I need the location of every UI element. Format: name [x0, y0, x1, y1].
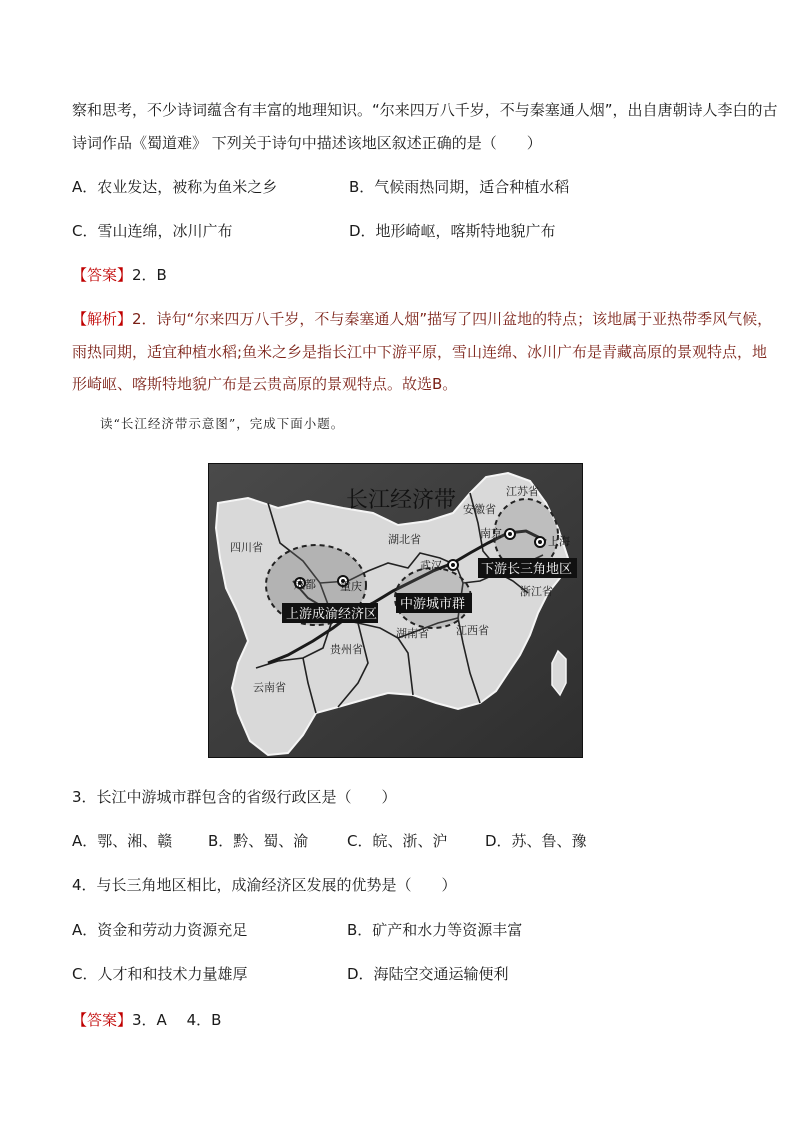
answers-value: 3．A 4．B: [132, 1011, 222, 1029]
q4-stem: 4．与长三角地区相比，成渝经济区发展的优势是（ ）: [72, 876, 457, 894]
label-jiangxi: 江西省: [456, 624, 489, 637]
analysis-text: 2．诗句“尔来四万八千岁，不与秦塞通人烟”描写了四川盆地的特点；该地属于亚热带季风气候，: [132, 310, 773, 328]
q3-option-b: B．黔、蜀、渝: [208, 832, 309, 850]
analysis-tag: 【解析】: [72, 310, 133, 328]
label-guizhou: 贵州省: [330, 643, 363, 656]
q3-option-a: A．鄂、湘、赣: [72, 832, 173, 850]
answer-value: 2．B: [132, 266, 167, 284]
label-hubei: 湖北省: [388, 533, 421, 546]
label-zhejiang: 浙江省: [520, 585, 553, 598]
label-sichuan: 四川省: [230, 541, 263, 554]
q2-option-c: C．雪山连绵，冰川广布: [72, 222, 233, 240]
q3-option-c: C．皖、浙、沪: [347, 832, 448, 850]
q3-stem: 3．长江中游城市群包含的省级行政区是（ ）: [72, 788, 397, 806]
answers-tag: 【答案】: [72, 1011, 133, 1029]
map-title: 长江经济带: [346, 488, 457, 513]
q2-option-d: D．地形崎岖，喀斯特地貌广布: [349, 222, 556, 240]
q4-option-c: C．人才和和技术力量雄厚: [72, 965, 248, 983]
answer-tag: 【答案】: [72, 266, 133, 284]
lower-region-label: 下游长三角地区: [481, 562, 573, 577]
q2-text-line2: 诗词作品《蜀道难》 下列关于诗句中描述该地区叙述正确的是（ ）: [72, 134, 542, 152]
middle-region-label: 中游城市群: [400, 597, 466, 612]
label-hunan: 湖南省: [396, 627, 429, 640]
q3-option-d: D．苏、鲁、豫: [485, 832, 587, 850]
map-caption: 读“长江经济带示意图”，完成下面小题。: [100, 416, 345, 431]
q2-analysis-line3: 形崎岖、喀斯特地貌广布是云贵高原的景观特点。故选B。: [72, 375, 458, 393]
q4-option-a: A．资金和劳动力资源充足: [72, 921, 248, 939]
label-chengdu: 成都: [294, 578, 316, 591]
q4-option-d: D．海陆空交通运输便利: [347, 965, 509, 983]
label-shanghai: 上海: [548, 535, 570, 548]
q4-option-b: B．矿产和水力等资源丰富: [347, 921, 523, 939]
upper-region-label: 上游成渝经济区: [286, 607, 378, 622]
q2-text-line1: 察和思考，不少诗词蕴含有丰富的地理知识。“尔来四万八千岁，不与秦塞通人烟”，出自唐朝诗人李白的古: [72, 101, 778, 119]
label-anhui: 安徽省: [463, 503, 496, 516]
q2-answer: [72, 265, 167, 285]
yangtze-economic-belt-map: [208, 463, 583, 758]
q2-option-b: B．气候雨热同期，适合种植水稻: [349, 178, 570, 196]
label-chongqing: 重庆: [340, 580, 362, 593]
label-nanjing: 南京: [480, 527, 502, 540]
taiwan-island: [552, 651, 566, 695]
label-wuhan: 武汉: [420, 559, 442, 572]
label-yunnan: 云南省: [253, 681, 286, 694]
q3-q4-answers: [72, 1010, 221, 1030]
label-jiangsu: 江苏省: [506, 485, 539, 498]
q2-analysis-line2: 雨热同期，适宜种植水稻;鱼米之乡是指长江中下游平原，雪山连绵、冰川广布是青藏高原的景观特点，地: [72, 343, 768, 361]
q2-analysis-line1: [72, 309, 772, 329]
q2-option-a: A．农业发达，被称为鱼米之乡: [72, 178, 278, 196]
